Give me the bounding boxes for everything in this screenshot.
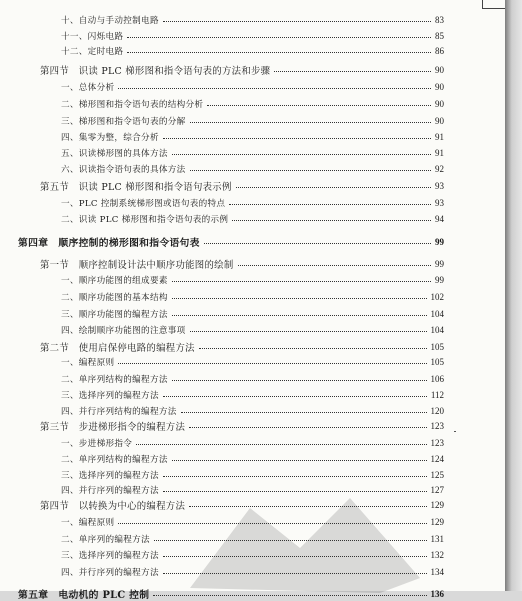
toc-page-number: 123 <box>430 437 444 448</box>
toc-entry-title: 二、识读 PLC 梯形图和指令语句表的示例 <box>61 214 229 225</box>
toc-entry-chapter <box>18 586 444 601</box>
toc-entry-title: 一、总体分析 <box>61 82 115 93</box>
toc-page-number: 120 <box>430 405 444 416</box>
toc-entry-section <box>40 178 444 193</box>
dot-leader <box>118 362 426 364</box>
toc-page-number: 99 <box>435 274 444 285</box>
toc-page-number: 92 <box>435 163 444 174</box>
toc-entry-title: 第五节 识读 PLC 梯形图和指令语句表示例 <box>40 181 232 193</box>
dot-leader <box>181 411 427 413</box>
dot-leader <box>190 330 427 332</box>
toc-entry-title: 四、绘制顺序功能图的注意事项 <box>61 325 186 336</box>
toc-entry-title: 三、顺序功能图的编程方法 <box>61 309 168 320</box>
toc-entry-title: 二、梯形图和指令语句表的结构分析 <box>61 99 204 110</box>
toc-page-number: 129 <box>430 499 444 510</box>
toc-page-number: 94 <box>435 213 444 224</box>
dot-leader <box>163 475 427 477</box>
toc-entry-title: 十、自动与手动控制电路 <box>61 15 159 26</box>
toc-entry-section <box>40 256 444 271</box>
toc-entry-title: 第五章 电动机的 PLC 控制 <box>18 589 150 601</box>
toc-entry-item <box>61 306 444 321</box>
dot-leader <box>207 104 431 106</box>
toc-entry-item <box>61 451 444 466</box>
toc-entry-title: 四、并行序列的编程方法 <box>61 485 159 496</box>
toc-entry-title: 一、PLC 控制系统梯形图或语句表的特点 <box>61 198 226 209</box>
dot-leader <box>172 297 427 299</box>
toc-page-number: 127 <box>430 484 444 495</box>
dot-leader <box>236 186 431 188</box>
toc-entry-title: 二、单序列的编程方法 <box>61 534 150 545</box>
dot-leader <box>153 594 426 596</box>
dot-leader <box>163 20 431 22</box>
toc-page-number: 105 <box>430 341 444 352</box>
toc-entry-item <box>61 564 444 579</box>
dot-leader <box>172 314 427 316</box>
toc-entry-item <box>61 467 444 482</box>
dot-leader <box>189 505 426 507</box>
toc-page-number: 129 <box>430 516 444 527</box>
toc-entry-item <box>61 195 444 210</box>
toc-entry-title: 二、单序列结构的编程方法 <box>61 374 168 385</box>
dot-leader <box>163 555 427 557</box>
dot-leader <box>163 490 427 492</box>
toc-entry-item <box>61 43 444 58</box>
toc-entry-title: 第四章 顺序控制的梯形图和指令语句表 <box>18 237 200 249</box>
dot-leader <box>274 70 431 72</box>
toc-page-number: 124 <box>430 453 444 464</box>
toc-page-number: 112 <box>430 389 444 400</box>
toc-page-number: 83 <box>435 14 444 25</box>
toc-entry-item <box>61 354 444 369</box>
toc-page-number: 93 <box>435 197 444 208</box>
toc-entry-title: 第一节 顺序控制设计法中顺序功能图的绘制 <box>40 259 234 271</box>
toc-entry-item <box>61 272 444 287</box>
toc-page-number: 123 <box>430 420 444 431</box>
dot-leader <box>127 36 431 38</box>
toc-entry-item <box>61 79 444 94</box>
toc-page-number: 90 <box>435 115 444 126</box>
toc-entry-title: 十二、定时电路 <box>61 46 124 57</box>
toc-page-number: 125 <box>430 469 444 480</box>
toc-page-number: 99 <box>435 258 444 269</box>
dot-leader <box>172 280 431 282</box>
toc-entry-title: 第四节 以转换为中心的编程方法 <box>40 500 186 512</box>
toc-entry-title: 第四节 识读 PLC 梯形图和指令语句表的方法和步骤 <box>40 65 271 77</box>
dot-leader <box>163 572 427 574</box>
toc-entry-title: 四、并行序列的编程方法 <box>61 567 159 578</box>
toc-entry-title: 三、选择序列的编程方法 <box>61 470 159 481</box>
dot-leader <box>163 137 431 139</box>
dot-leader <box>190 121 431 123</box>
toc-page-number: 91 <box>435 131 444 142</box>
dot-leader <box>190 169 431 171</box>
toc-entry-title: 一、顺序功能图的组成要素 <box>61 275 168 286</box>
toc-entry-title: 一、编程原则 <box>61 357 115 368</box>
toc-entry-title: 第二节 使用启保停电路的编程方法 <box>40 342 195 354</box>
toc-page-number: 91 <box>435 147 444 158</box>
dot-leader <box>238 264 431 266</box>
toc-entry-section <box>40 497 444 512</box>
toc-entry-title: 十一、闪烁电路 <box>61 31 124 42</box>
page-edge-shadow <box>505 0 522 591</box>
toc-entry-item <box>61 12 444 27</box>
toc-page-number: 86 <box>435 45 444 56</box>
toc-entry-item <box>61 482 444 497</box>
toc-entry-item <box>61 161 444 176</box>
toc-page-number: 104 <box>430 324 444 335</box>
toc-entry-title: 四、并行序列结构的编程方法 <box>61 406 177 417</box>
toc-entry-title: 五、识读梯形图的具体方法 <box>61 148 168 159</box>
toc-entry-title: 三、梯形图和指令语句表的分解 <box>61 116 186 127</box>
toc-page-number: 131 <box>430 533 444 544</box>
toc-page-number: 136 <box>430 588 444 599</box>
toc-entry-item <box>61 547 444 562</box>
toc-entry-title: 六、识读指令语句表的具体方法 <box>61 164 186 175</box>
dot-leader <box>163 395 427 397</box>
toc-entry-title: 二、单序列结构的编程方法 <box>61 454 168 465</box>
dot-leader <box>136 443 426 445</box>
toc-entry-item <box>61 113 444 128</box>
toc-entry-title: 二、顺序功能图的基本结构 <box>61 292 168 303</box>
page-corner-mark <box>482 0 506 9</box>
toc-page-number: 90 <box>435 81 444 92</box>
dot-leader <box>154 539 427 541</box>
dot-leader <box>204 242 431 244</box>
toc-entry-item <box>61 289 444 304</box>
dot-leader <box>172 153 431 155</box>
toc-entry-item <box>61 28 444 43</box>
dot-leader <box>172 459 427 461</box>
toc-entry-title: 一、步进梯形指令 <box>61 438 133 449</box>
toc-entry-item <box>61 322 444 337</box>
toc-entry-item <box>61 387 444 402</box>
dot-leader <box>118 87 431 89</box>
toc-entry-title: 四、集零为整，综合分析 <box>61 132 159 143</box>
toc-entry-item <box>61 211 444 226</box>
toc-entry-title: 三、选择序列的编程方法 <box>61 550 159 561</box>
scan-speck <box>454 431 456 432</box>
toc-page-number: 102 <box>430 291 444 302</box>
toc-entry-section <box>40 418 444 433</box>
toc-entry-item <box>61 129 444 144</box>
toc-entry-item <box>61 531 444 546</box>
dot-leader <box>127 51 431 53</box>
toc-page-number: 85 <box>435 30 444 41</box>
toc-page-number: 104 <box>430 308 444 319</box>
toc-entry-item <box>61 435 444 450</box>
dot-leader <box>118 522 426 524</box>
toc-entry-item <box>61 145 444 160</box>
toc-entry-item <box>61 371 444 386</box>
toc-page-number: 90 <box>435 98 444 109</box>
toc-page-number: 99 <box>435 236 444 247</box>
toc-page-number: 132 <box>430 549 444 560</box>
toc-entry-title: 三、选择序列的编程方法 <box>61 390 159 401</box>
toc-entry-section <box>40 339 444 354</box>
toc-entry-title: 第三节 步进梯形指令的编程方法 <box>40 421 186 433</box>
toc-entry-item <box>61 514 444 529</box>
dot-leader <box>229 203 431 205</box>
dot-leader <box>232 219 431 221</box>
toc-entry-item <box>61 96 444 111</box>
toc-entry-item <box>61 403 444 418</box>
toc-page-number: 134 <box>430 566 444 577</box>
toc-page-number: 90 <box>435 64 444 75</box>
dot-leader <box>199 347 427 349</box>
toc-page-number: 106 <box>430 373 444 384</box>
toc-entry-section <box>40 62 444 77</box>
dot-leader <box>172 379 427 381</box>
toc-page-number: 93 <box>435 180 444 191</box>
toc-entry-title: 一、编程原则 <box>61 517 115 528</box>
toc-entry-chapter <box>18 234 444 249</box>
toc-page-number: 105 <box>430 356 444 367</box>
dot-leader <box>189 426 426 428</box>
